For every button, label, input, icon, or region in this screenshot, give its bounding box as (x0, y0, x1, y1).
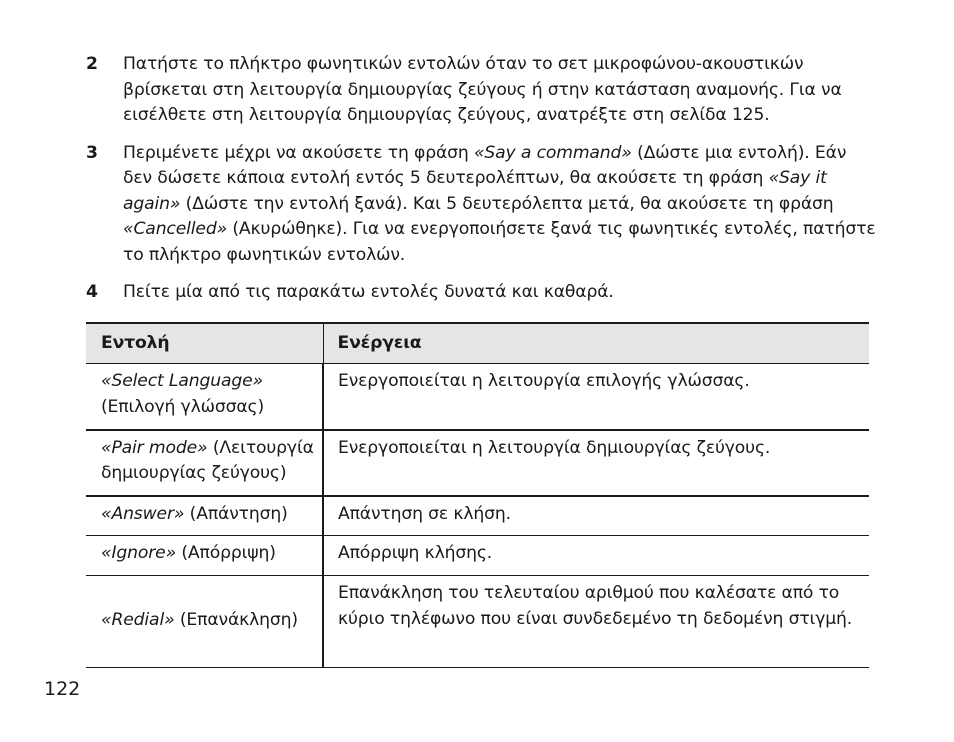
step-text-part: (Ακυρώθηκε). Για να ενεργοποιήσετε ξανά τις φωνητικές εντολές, πατήστε το πλήκτρο φωνητικών εντολών. (123, 219, 876, 265)
voice-command-table (86, 322, 869, 668)
step (86, 280, 876, 306)
command-phrase: «Pair mode» (101, 437, 208, 458)
table-row (86, 430, 869, 496)
command-cell (86, 536, 323, 576)
step-text (123, 52, 876, 129)
command-phrase: «Ignore» (101, 543, 177, 563)
command-translation: (Απόρριψη) (181, 543, 276, 563)
action-cell: Επανάκληση του τελευταίου αριθμού που καλέσατε από το κύριο τηλέφωνο που είναι συνδεδεμένο τη δεδομένη στιγμή. (323, 576, 869, 668)
page-number: 122 (44, 678, 81, 700)
command-translation: (Λειτουργία δημιουργίας ζεύγους) (101, 437, 314, 483)
step (86, 141, 876, 269)
action-cell: Απόρριψη κλήσης. (323, 536, 869, 576)
step-text (123, 141, 876, 269)
table-header-row (86, 323, 869, 364)
instruction-steps (86, 52, 876, 318)
table-row (86, 576, 869, 668)
action-cell: Απάντηση σε κλήση. (323, 496, 869, 536)
action-cell: Ενεργοποιείται η λειτουργία δημιουργίας ζεύγους. (323, 430, 869, 496)
step-number: 3 (86, 142, 98, 163)
step-text-quote: «Say it again» (123, 168, 827, 214)
step-text-part: Πείτε μία από τις παρακάτω εντολές δυνατά και καθαρά. (123, 282, 614, 302)
command-phrase: «Select Language» (101, 371, 263, 391)
table-row (86, 536, 869, 576)
step-text-part: (Δώστε την εντολή ξανά). Και 5 δευτερόλεπτα μετά, θα ακούσετε τη φράση (180, 193, 834, 214)
step-text-part: Πατήστε το πλήκτρο φωνητικών εντολών όταν το σετ μικροφώνου-ακουστικών βρίσκεται στη λειτουργία δημιουργίας ζεύγους ή στην κατάσταση αναμονής. Για να εισέλθετε στη λειτουργία δημιουργίας ζεύγους, ανατρέξτε στη σελίδα 125. (123, 54, 842, 125)
table-row (86, 496, 869, 536)
command-cell (86, 364, 323, 430)
command-cell (86, 496, 323, 536)
command-translation: (Απάντηση) (189, 503, 288, 524)
step-text-part: (Δώστε μια εντολή). Εάν δεν δώσετε κάποια εντολή εντός 5 δευτερολέπτων, θα ακούσετε τη φράση (123, 142, 847, 188)
table-row (86, 364, 869, 430)
step-text-part: Περιμένετε μέχρι να ακούσετε τη φράση (123, 142, 474, 163)
command-cell (86, 430, 323, 496)
command-phrase: «Answer» (101, 503, 185, 524)
action-cell: Ενεργοποιείται η λειτουργία επιλογής γλώσσας. (323, 364, 869, 430)
step-text (123, 280, 876, 306)
column-header-action: Ενέργεια (323, 323, 869, 364)
step-text-quote: «Cancelled» (123, 219, 228, 239)
step-number: 2 (86, 54, 98, 74)
step-text-quote: «Say a command» (473, 142, 632, 163)
command-translation: (Επανάκληση) (179, 609, 298, 630)
command-translation: (Επιλογή γλώσσας) (101, 396, 265, 417)
command-phrase: «Redial» (101, 609, 175, 630)
step (86, 52, 876, 129)
step-number: 4 (86, 282, 98, 302)
column-header-command: Εντολή (86, 323, 323, 364)
command-cell (86, 576, 323, 668)
